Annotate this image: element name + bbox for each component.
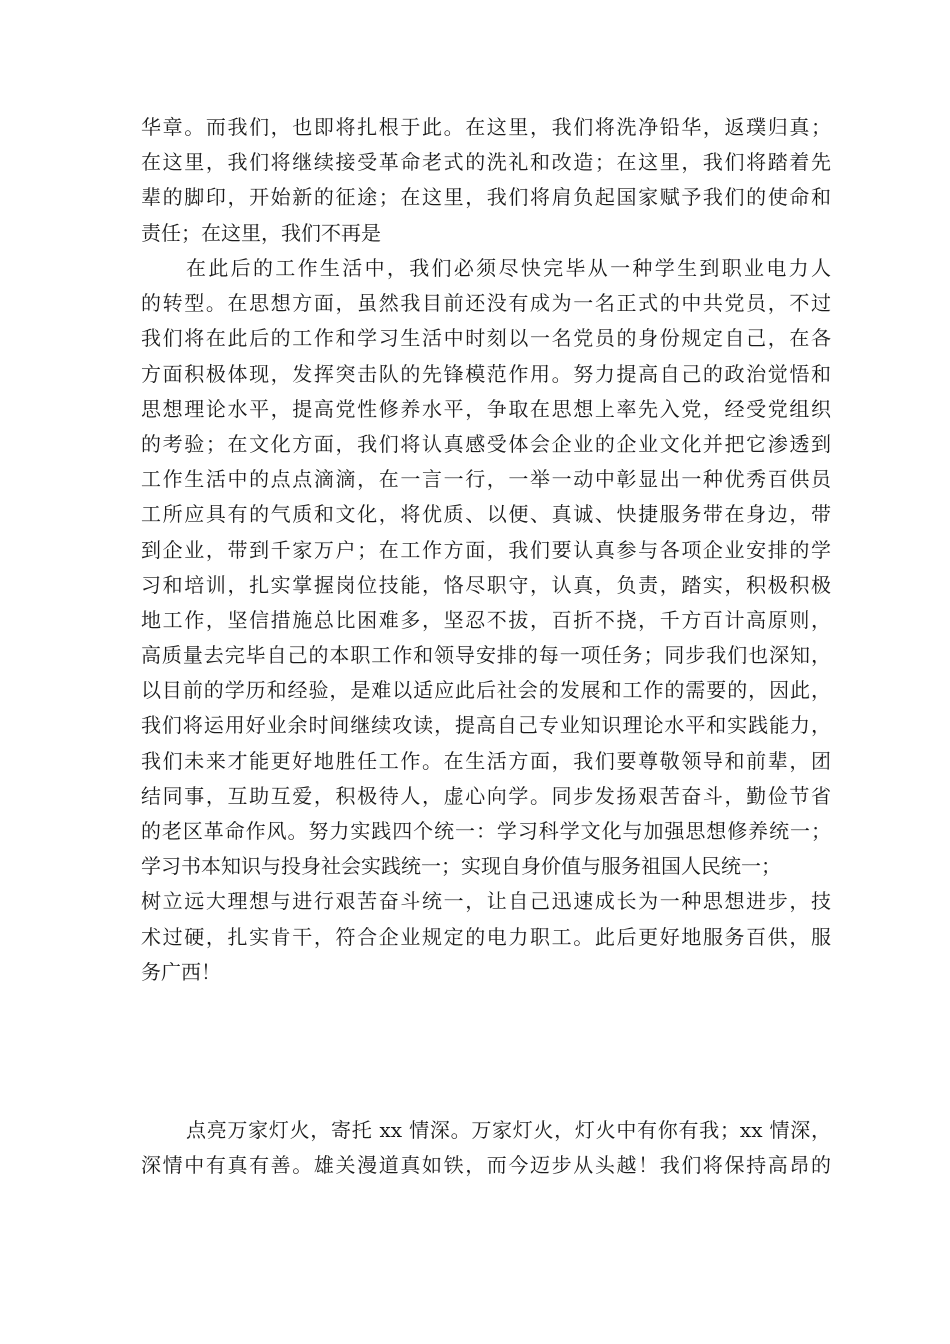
text-line: 辈的脚印，开始新的征途；在这里，我们将肩负起国家赋予我们的使命和 [141, 185, 831, 210]
text-line: 在这里，我们将继续接受革命老式的洗礼和改造；在这里，我们将踏着先 [141, 150, 831, 175]
text-line: 深情中有真有善。雄关漫道真如铁，而今迈步从头越！我们将保持高昂的 [141, 1153, 831, 1178]
text-line: 到企业，带到千家万户；在工作方面，我们要认真参与各项企业安排的学 [141, 537, 831, 562]
text-line: 树立远大理想与进行艰苦奋斗统一，让自己迅速成长为一种思想进步，技 [141, 889, 831, 914]
text-line: 的转型。在思想方面，虽然我目前还没有成为一名正式的中共党员，不过 [141, 291, 831, 316]
text-line: 华章。而我们，也即将扎根于此。在这里，我们将洗净铅华，返璞归真； [141, 115, 831, 139]
paragraph-1 [141, 110, 831, 251]
text-line: 工作生活中的点点滴滴，在一言一行，一举一动中彰显出一种优秀百供员 [141, 467, 831, 492]
text-line: 点亮万家灯火，寄托 xx 情深。万家灯火，灯火中有你有我；xx 情深， [186, 1118, 831, 1142]
text-line: 学习书本知识与投身社会实践统一；实现自身价值与服务祖国人民统一； [141, 854, 781, 879]
text-line: 我们将在此后的工作和学习生活中时刻以一名党员的身份规定自己，在各 [141, 326, 831, 351]
text-line: 我们将运用好业余时间继续攻读，提高自己专业知识理论水平和实践能力， [141, 713, 831, 738]
text-line: 在此后的工作生活中，我们必须尽快完毕从一种学生到职业电力人 [186, 256, 831, 280]
text-line: 高质量去完毕自己的本职工作和领导安排的每一项任务；同步我们也深知， [141, 643, 831, 668]
text-line: 的考验；在文化方面，我们将认真感受体会企业的企业文化并把它渗透到 [141, 431, 831, 456]
text-line: 工所应具有的气质和文化，将优质、以便、真诚、快捷服务带在身边，带 [141, 502, 831, 527]
text-line: 我们未来才能更好地胜任工作。在生活方面，我们要尊敬领导和前辈，团 [141, 748, 831, 773]
text-line: 责任；在这里，我们不再是 [141, 220, 381, 245]
paragraph-2 [141, 251, 831, 990]
text-line: 方面积极体现，发挥突击队的先锋模范作用。努力提高自己的政治觉悟和 [141, 361, 831, 386]
text-line: 术过硬，扎实肯干，符合企业规定的电力职工。此后更好地服务百供，服 [141, 924, 831, 949]
text-line: 地工作，坚信措施总比困难多，坚忍不拔，百折不挠，千方百计高原则， [141, 607, 831, 632]
text-line: 结同事，互助互爱，积极待人，虚心向学。同步发扬艰苦奋斗，勤俭节省 [141, 783, 831, 808]
text-line: 习和培训，扎实掌握岗位技能，恪尽职守，认真，负责，踏实，积极积极 [141, 572, 831, 597]
paragraph-3 [141, 1113, 831, 1183]
text-line: 以目前的学历和经验，是难以适应此后社会的发展和工作的需要的，因此， [141, 678, 831, 703]
text-line: 的老区革命作风。努力实践四个统一：学习科学文化与加强思想修养统一； [141, 819, 831, 843]
text-line: 思想理论水平，提高党性修养水平，争取在思想上率先入党，经受党组织 [141, 396, 831, 421]
text-line: 务广西！ [141, 959, 221, 984]
